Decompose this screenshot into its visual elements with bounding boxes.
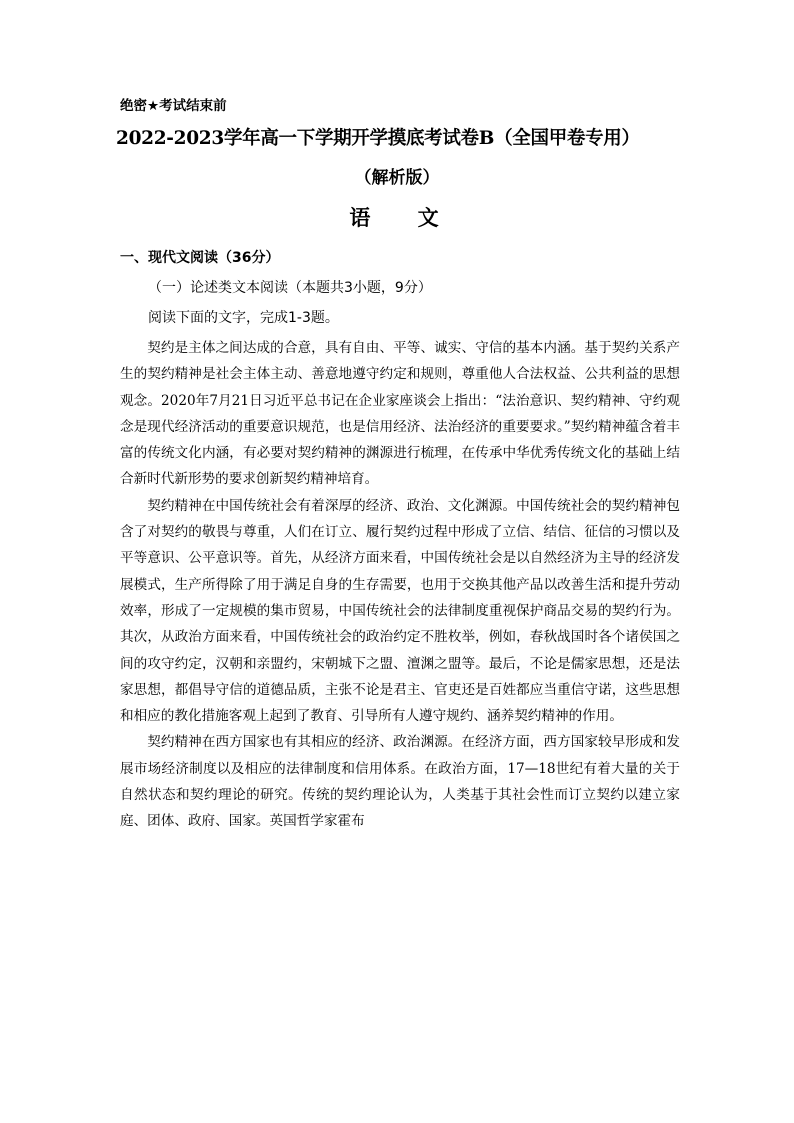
passage-paragraph-2: 契约精神在中国传统社会有着深厚的经济、政治、文化渊源。中国传统社会的契约精神包含了对契约的敬畏与尊重，人们在订立、履行契约过程中形成了立信、结信、征信的习惯以及平等意识、公平意识等。首先，从经济方面来看，中国传统社会是以自然经济为主导的经济发展模式，生产所得除了用于满足自身的生存需要，也用于交换其他产品以改善生活和提升劳动效率，形成了一定规模的集市贸易，中国传统社会的法律制度重视保护商品交易的契约行为。其次，从政治方面来看，中国传统社会的政治约定不胜枚举，例如，春秋战国时各个诸侯国之间的攻守约定，汉朝和亲盟约，宋朝城下之盟、澶渊之盟等。最后，不论是儒家思想，还是法家思想，都倡导守信的道德品质，主张不论是君主、官吏还是百姓都应当重信守诺，这些思想和相应的教化措施客观上起到了教育、引导所有人遵守规约、涵养契约精神的作用。 bbox=[120, 497, 680, 725]
subject-heading: 语 文 bbox=[349, 206, 459, 230]
passage-body bbox=[120, 335, 680, 835]
exam-subtitle: （解析版） bbox=[354, 168, 440, 188]
reading-instruction: 阅读下面的文字，完成1-3题。 bbox=[148, 310, 339, 326]
exam-title: 2022-2023学年高一下学期开学摸底考试卷B（全国甲卷专用） bbox=[116, 128, 640, 149]
subsection-heading: （一）论述类文本阅读（本题共3小题，9分） bbox=[148, 280, 432, 296]
passage-paragraph-3: 契约精神在西方国家也有其相应的经济、政治渊源。在经济方面，西方国家较早形成和发展市场经济制度以及相应的法律制度和信用体系。在政治方面，17—18世纪有着大量的关于自然状态和契约理论的研究。传统的契约理论认为，人类基于其社会性而订立契约以建立家庭、团体、政府、国家。英国哲学家霍布 bbox=[120, 734, 680, 830]
passage-paragraph-1: 契约是主体之间达成的合意，具有自由、平等、诚实、守信的基本内涵。基于契约关系产生的契约精神是社会主体主动、善意地遵守约定和规则，尊重他人合法权益、公共利益的思想观念。2020年7月21日习近平总书记在企业家座谈会上指出：“法治意识、契约精神、守约观念是现代经济活动的重要意识规范，也是信用经济、法治经济的重要要求。”契约精神蕴含着丰富的传统文化内涵，有必要对契约精神的渊源进行梳理，在传承中华优秀传统文化的基础上结合新时代新形势的要求创新契约精神培育。 bbox=[120, 340, 680, 488]
section-heading-text: 一、现代文阅读（36分） bbox=[120, 250, 280, 266]
confidential-mark: 绝密★考试结束前 bbox=[120, 98, 227, 114]
section-heading bbox=[120, 247, 279, 267]
